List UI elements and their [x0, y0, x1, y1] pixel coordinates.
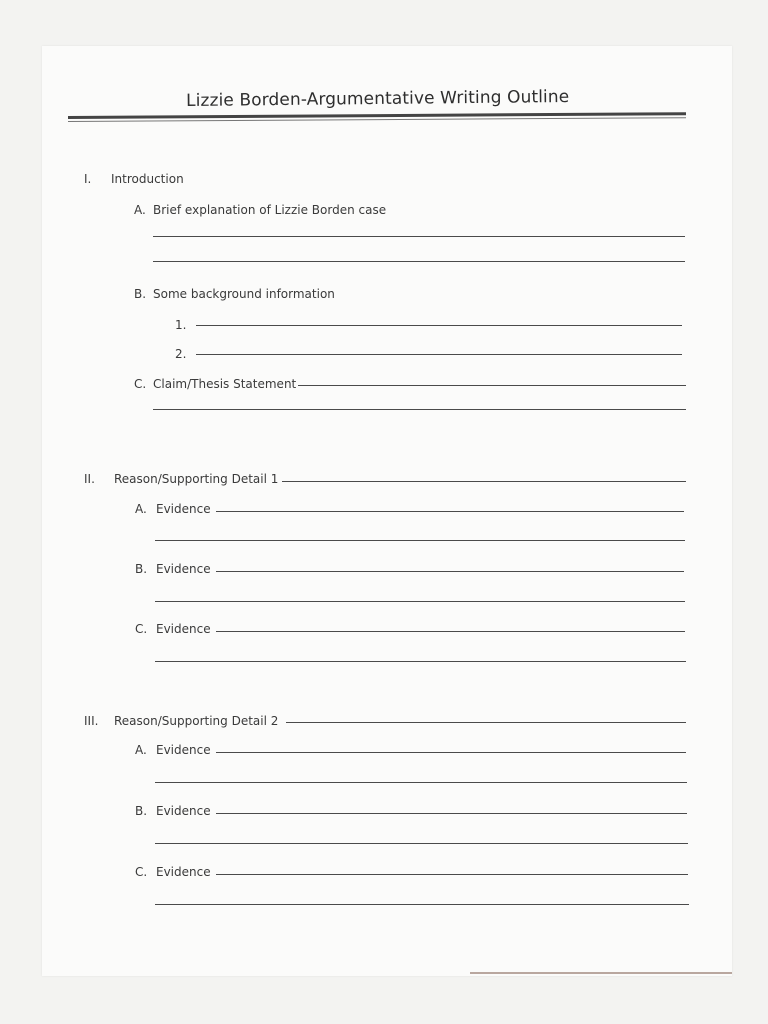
list-number-2: 2. [175, 347, 187, 361]
section-3-b-label: Evidence [156, 804, 211, 818]
answer-line[interactable] [155, 601, 685, 602]
section-1-a-label: Brief explanation of Lizzie Borden case [153, 203, 387, 217]
section-2-a-label: Evidence [156, 502, 211, 516]
answer-line[interactable] [155, 782, 687, 783]
section-3-b-letter: B. [135, 804, 148, 818]
answer-line[interactable] [216, 511, 684, 512]
section-1-c-letter: C. [134, 377, 147, 391]
page-title: Lizzie Borden-Argumentative Writing Outline [186, 86, 570, 111]
section-1-b-letter: B. [134, 287, 147, 301]
section-1-b-label: Some background information [153, 287, 335, 301]
answer-line[interactable] [216, 874, 688, 875]
section-3-a-letter: A. [135, 743, 147, 757]
answer-line[interactable] [153, 261, 685, 262]
answer-line[interactable] [216, 571, 684, 572]
section-3-c-letter: C. [135, 865, 148, 879]
answer-line[interactable] [153, 236, 685, 237]
answer-line[interactable] [153, 409, 686, 410]
answer-line[interactable] [196, 325, 682, 326]
answer-line[interactable] [216, 631, 685, 632]
section-2-b-letter: B. [135, 562, 148, 576]
section-3-heading: Reason/Supporting Detail 2 [114, 714, 279, 728]
page-bottom-edge [470, 972, 732, 974]
list-number-1: 1. [175, 318, 187, 332]
answer-line[interactable] [196, 354, 682, 355]
section-2-a-letter: A. [135, 502, 147, 516]
answer-line[interactable] [216, 752, 686, 753]
section-3-numeral: III. [84, 714, 99, 728]
section-1-a-letter: A. [134, 203, 146, 217]
section-3-a-label: Evidence [156, 743, 211, 757]
section-2-numeral: II. [84, 472, 95, 486]
section-1-c-label: Claim/Thesis Statement [153, 377, 297, 391]
section-2-c-letter: C. [135, 622, 148, 636]
answer-line[interactable] [286, 722, 686, 723]
section-3-c-label: Evidence [156, 865, 211, 879]
section-2-heading: Reason/Supporting Detail 1 [114, 472, 279, 486]
section-2-b-label: Evidence [156, 562, 211, 576]
answer-line[interactable] [155, 904, 689, 905]
answer-line[interactable] [155, 540, 685, 541]
answer-line[interactable] [155, 661, 686, 662]
answer-line[interactable] [216, 813, 687, 814]
section-1-numeral: I. [84, 172, 92, 186]
answer-line[interactable] [282, 481, 686, 482]
answer-line[interactable] [155, 843, 688, 844]
answer-line[interactable] [298, 385, 686, 386]
section-2-c-label: Evidence [156, 622, 211, 636]
section-1-heading: Introduction [111, 172, 184, 186]
